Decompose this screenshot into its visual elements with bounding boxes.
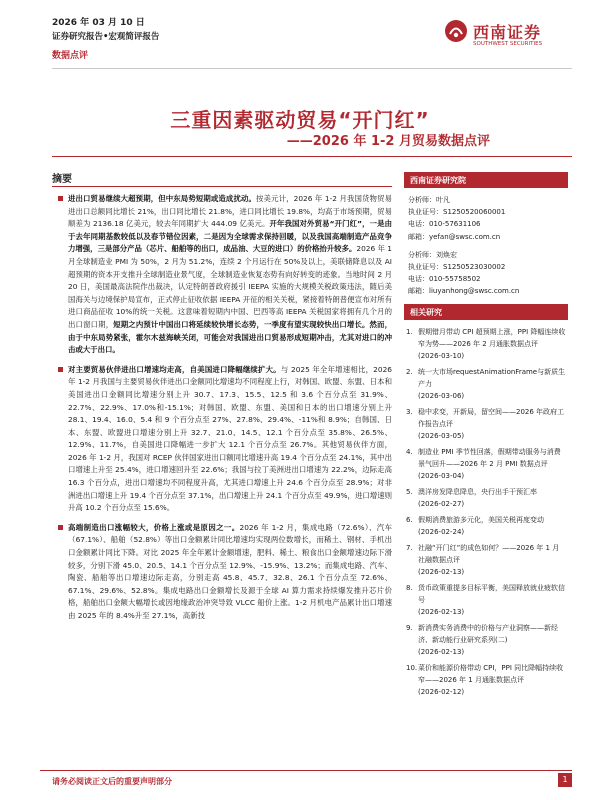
logo-text-cn: 西南证券: [473, 23, 542, 42]
analyst-email[interactable]: 邮箱：yefan@swsc.com.cn: [408, 232, 501, 241]
analyst-phone: 电话：010-55758502: [408, 275, 481, 284]
analyst-email[interactable]: 邮箱：liuyanhong@swsc.com.cn: [408, 287, 520, 296]
abstract-paragraph: [58, 193, 392, 357]
paragraph-text: 按美元计，2026 年 1-2 月我国货物贸易进出口总额同比增长 21%，出口同比增长 21.8%，进口同比增长 19.8%，均高于市场预期，贸易顺差为 2136.18 亿美元，较去年同期扩大 444.09 亿美元。: [68, 194, 392, 229]
footer-disclaimer: 请务必阅读正文后的重要声明部分: [52, 777, 172, 786]
related-item-date: (2026-03-06): [418, 391, 465, 400]
paragraph-text: 与 2025 年全年增速相比，2026 年 1-2 月我国与主要贸易伙伴进出口金额同比增速均不同程度上行，对韩国、欧盟、东盟、日本和美国进出口金额同比增速分别上升 30.7、17.3、15.5、12.5 和 3.6 个百分点至 31.9%、22.7%、22.9%、17.0%和-15.1%；对韩国、欧盟、东盟、美国和日本的出口增速分别上升 28.1、19.4、16.0、5.4 和 9 个百分点至 27%、27.8%、29.4%、-11%和 8.9%；自韩国、日本、东盟、欧盟进口增速分别上升 32.7、21.0、14.5、12.1 个百分点至 35.8%、26.5%、12.9%、11.7%，自美国进口降幅进一步扩大 12.1 个百分点至 26.7%。其他贸易伙伴方面，2026 年 1-2 月，我国对 RCEP 伙伴国家进出口额同比增速升高 19.4 个百分点至 24.1%，其中出口增速上升至 25.4%，进口增速回升至 22.6%；我国与拉丁美洲进出口增速为 22.2%，边际走高 16.3 个百分点，进出口增速均不同程度升高，尤其进口增速上升 24.6 个百分点至 28.9%；对非洲进出口增速上升 19.4 个百分点至 37.1%，出口增速上升 24.1 个百分点至 49.9%，进口增速则升高 10.2 个百分点至 15.6%。: [68, 364, 392, 513]
related-item-title: 稳中求变，开新局，留空间——2026 年政府工作报告点评: [418, 407, 565, 428]
related-item-number: 2.: [406, 367, 413, 376]
paragraph-text: 2026 年 1-2 月，集成电路（72.6%）、汽车（67.1%）、船舶（52.8%）等出口金额累计同比增速均实现两位数增长，而稀土、钢材、手机出口金额累计同比下降。对比 2025 年全年累计金额增速，肥料、稀土、粮食出口金额增速边际下滑较多，分别下滑 45.0、20.5、14.1 个百分点至 12.9%、-15.9%、13.2%；而集成电路、汽车、陶瓷、船舶等出口增速边际走高，分别走高 45.8、45.7、32.8、26.1 个百分点至 72.6%、67.1%、29.6%、52.8%。集成电路出口金额增长及源于全球 AI 算力需求持续爆发推升芯片价格，船舶出口金额大幅增长或因地缘政治冲突导致 VLCC 船价上涨。1-2 月机电产品累计出口增速由 2025 年的 8.4%升至 27.1%，高新技: [68, 522, 392, 620]
report-date: 2026 年 03 月 10 日: [52, 18, 145, 28]
company-logo: [444, 14, 574, 54]
abstract-paragraph: [58, 522, 392, 623]
related-item-number: 9.: [406, 623, 413, 632]
report-type: 证券研究报告•宏观简评报告: [52, 32, 160, 42]
related-item-date: (2026-02-13): [418, 607, 465, 616]
logo-mark-icon: [444, 19, 468, 43]
related-item[interactable]: [406, 542, 566, 578]
related-research-list: [404, 320, 568, 698]
sidebar: [404, 172, 568, 702]
related-item-title: 假期错月带动 CPI 超预期上涨，PPI 降幅连续收窄为势——2026 年 2 月通胀数据点评: [418, 327, 566, 348]
related-item-number: 10.: [406, 663, 418, 672]
related-item-date: (2026-03-04): [418, 471, 465, 480]
related-item[interactable]: [406, 582, 566, 618]
analyst-license: 执业证号：S1250520060001: [408, 208, 506, 217]
related-item-number: 5.: [406, 487, 413, 496]
related-item-date: (2026-03-05): [418, 431, 465, 440]
related-item-number: 3.: [406, 407, 413, 416]
related-item-title: 澳洋房发降息降息，央行出手干预汇率: [418, 487, 537, 496]
related-item-date: (2026-02-24): [418, 527, 465, 536]
analyst-name: 分析师：叶凡: [408, 196, 450, 204]
related-item-number: 1.: [406, 327, 413, 336]
related-item[interactable]: [406, 662, 566, 698]
related-research-heading: 相关研究: [404, 304, 568, 320]
report-category: 数据点评: [52, 51, 89, 61]
related-item-title: 制造业 PMI 季节性回落，假期带动服务与消费景气回升——2026 年 2 月 PMI 数据点评: [418, 447, 561, 468]
paragraph-emphasis: 开年我国对外贸易“开门红”，一是由于去年同期基数较低以及春节错位因素，二是因为全球需求保持回暖，以及我国高端制造产品竞争力增强，三是部分产品（芯片、船舶等的出口，成品油、大豆的进口）的价格抬升较多。: [68, 219, 392, 254]
institute-heading: 西南证券研究院: [404, 172, 568, 188]
related-item-date: (2026-02-13): [418, 567, 465, 576]
paragraph-lead: 对主要贸易伙伴进出口增速均走高，自美国进口降幅继续扩大。: [68, 364, 281, 374]
related-item[interactable]: [406, 366, 566, 402]
related-item-title: 社融“开门红”的成色如何？——2026 年 1 月社融数据点评: [418, 543, 560, 564]
header-divider: [52, 68, 572, 69]
related-item-title: 货币政策重提多目标平衡，美国释放就业疲软信号: [418, 583, 565, 604]
related-item-date: (2026-02-13): [418, 647, 465, 656]
paragraph-lead: 高端制造出口涨幅较大，价格上涨或是原因之一。: [68, 522, 240, 532]
related-item-date: (2026-03-10): [418, 351, 465, 360]
related-item-number: 8.: [406, 583, 413, 592]
title-divider: [52, 156, 572, 157]
abstract-divider: [52, 186, 392, 187]
analyst-info: [404, 188, 568, 298]
related-item-date: (2026-02-27): [418, 499, 465, 508]
paragraph-text: 2026 年 1 月全球制造业 PMI 为 50%，2 月为 51.2%，连续 2 个月运行在 50%及以上，美联储降息以及 AI 超预期的资本开支推升全球制造业景气度，全球制造业恢复态势有向好转变的迹象。当地时间 2 月 20 日，美国最高法院作出裁决，认定特朗普政府援引 IEEPA 实施的大规模关税政策违法，随后美国海关与边境保护局宣布，正式停止征收依据 IEEPA 开征的相关关税，紧接着特朗普便宣布对所有进口商品征收 10%的统一关税。这意味着短期内中国、巴西等高 IEEPA 关税国家将拥有几个月的出口窗口期，: [68, 244, 392, 329]
related-item[interactable]: [406, 514, 566, 538]
related-item-number: 4.: [406, 447, 413, 456]
related-item-title: 新消费实务消费中的价格与产业洞察——新经济、新动能行业研究系列(二): [418, 623, 558, 644]
analyst-license: 执业证号：S1250523030002: [408, 263, 506, 272]
footer-divider: [40, 770, 572, 771]
abstract-heading: 摘要: [52, 174, 72, 185]
related-item-title: 菜价和能源价格带动 CPI，PPI 同比降幅持续收窄——2026 年 1 月通胀数据点评: [418, 663, 564, 684]
related-item-number: 6.: [406, 515, 413, 524]
related-item-date: (2026-02-12): [418, 687, 465, 696]
analyst-card: [408, 194, 564, 243]
page-title: 三重因素驱动贸易“开门红”: [170, 108, 430, 132]
paragraph-emphasis: 短期之内预计中国出口将延续较快增长态势，一季度有望实现较快出口增长。然而，由于中东局势紧张，霍尔木兹海峡关闭，可能会对我国进出口贸易形成短期冲击，尤其对进口的冲击或大于出口。: [68, 319, 392, 355]
page-subtitle: ——2026 年 1-2 月贸易数据点评: [286, 134, 490, 149]
abstract-paragraph: [58, 364, 392, 515]
analyst-card: [408, 249, 564, 298]
logo-text-en: SOUTHWEST SECURITIES: [473, 41, 543, 47]
abstract-body: [58, 193, 392, 630]
related-item[interactable]: [406, 406, 566, 442]
page-number: 1: [558, 773, 572, 787]
related-item[interactable]: [406, 622, 566, 658]
related-item[interactable]: [406, 326, 566, 362]
related-item[interactable]: [406, 446, 566, 482]
related-item-title: 假期消费旅游多元化，美国关税再度变动: [418, 515, 544, 524]
related-item-number: 7.: [406, 543, 413, 552]
related-item-title: 统一大市场requestAnimationFrame与新质生产力: [418, 367, 566, 388]
related-item[interactable]: [406, 486, 566, 510]
paragraph-lead: 进出口贸易继续大超预期，但中东局势短期或造成扰动。: [68, 194, 257, 203]
analyst-phone: 电话：010-57631106: [408, 220, 481, 229]
analyst-name: 分析师：刘焕宏: [408, 250, 457, 259]
